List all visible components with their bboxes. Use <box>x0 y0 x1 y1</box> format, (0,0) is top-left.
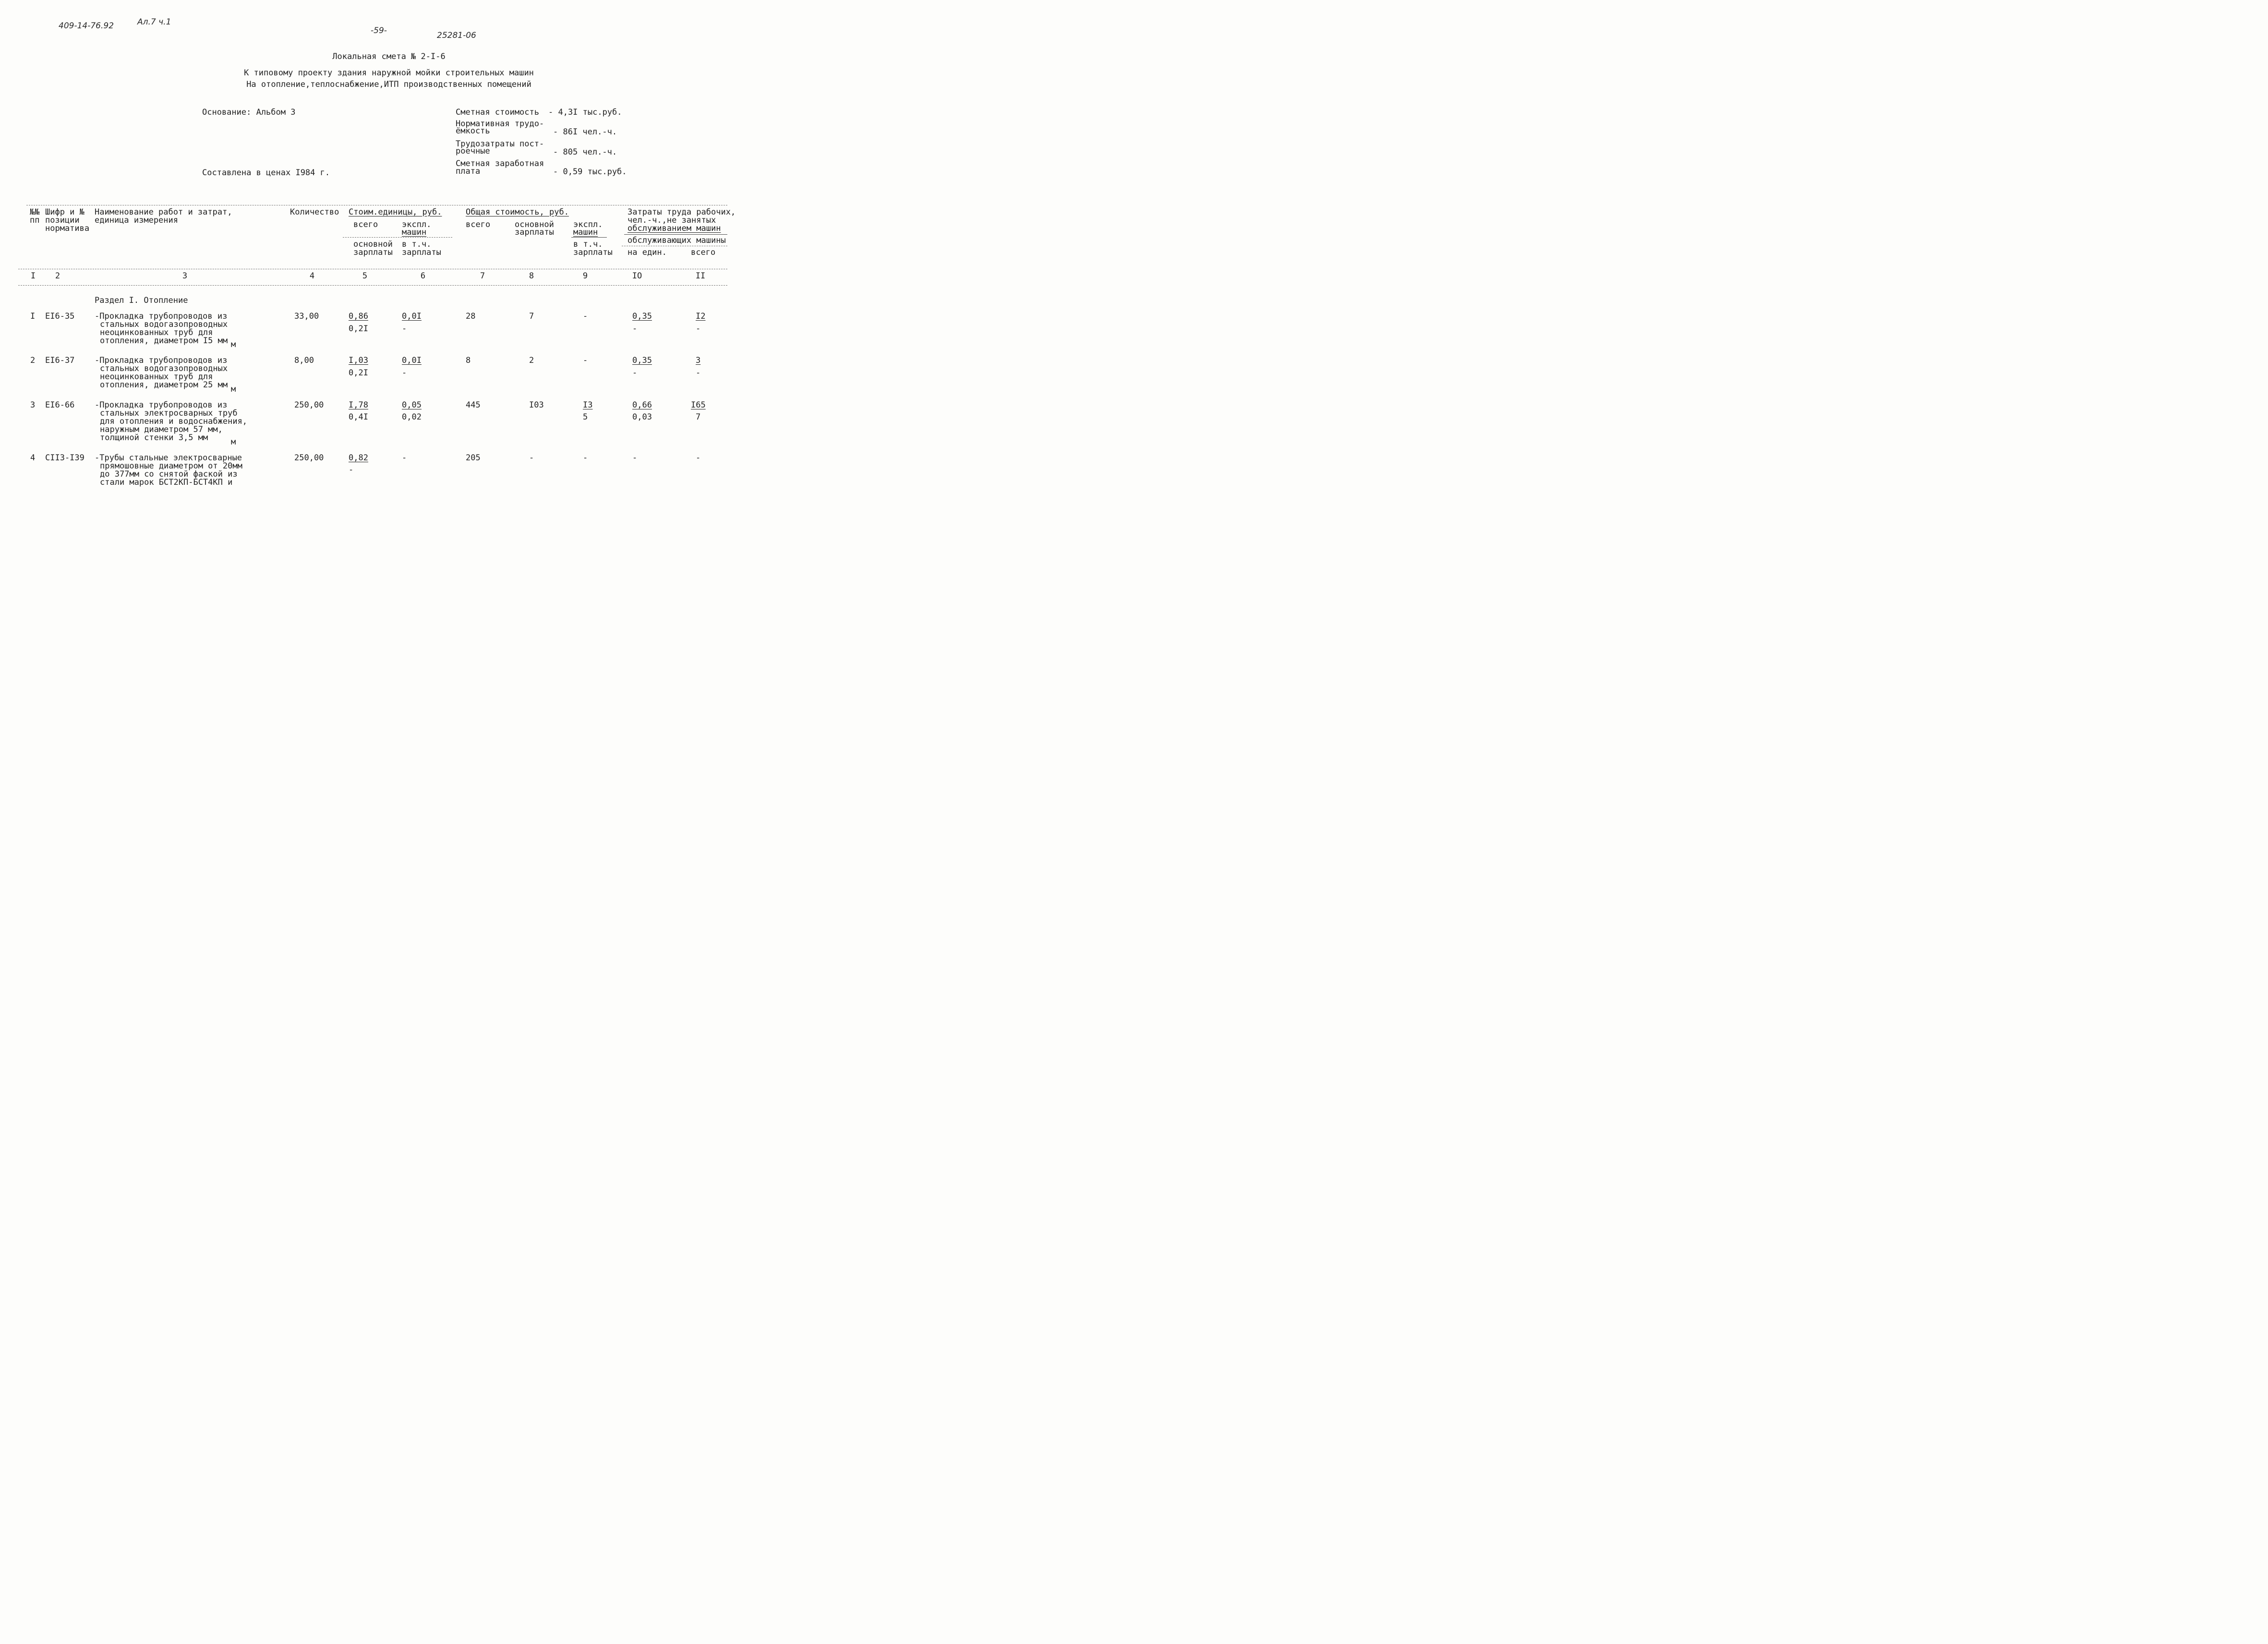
row-unit: м <box>231 384 236 394</box>
row-description: толщиной стенки 3,5 мм <box>100 433 208 443</box>
summary-label: Сметная стоимость <box>456 108 539 117</box>
row-unit-wage: 0,4I <box>349 412 368 422</box>
row-labor-total: I65 <box>691 400 706 410</box>
summary-value: - 0,59 тыс.руб. <box>553 167 627 177</box>
column-number: 9 <box>582 271 588 281</box>
unit-incl-wage-header: зарплаты <box>402 248 441 257</box>
total-machines-header: машин <box>573 228 598 237</box>
row-description: -Прокладка трубопроводов из <box>95 356 228 365</box>
row-code: EI6-66 <box>45 400 75 410</box>
doc-number: 25281-06 <box>437 31 476 40</box>
row-labor-total: - <box>696 453 701 463</box>
row-total-wage: I03 <box>529 400 544 410</box>
labor-group-header: чел.-ч.,не занятых <box>627 216 716 225</box>
row-description: прямошовные диаметром от 20мм <box>100 461 242 471</box>
total-header: всего <box>466 220 491 229</box>
row-unit-incl-wage: - <box>402 324 407 334</box>
page-number: -59- <box>371 26 387 36</box>
scope-line: На отопление,теплоснабжение,ИТП производственных помещений <box>246 80 531 89</box>
summary-value: - 86I чел.-ч. <box>553 127 617 137</box>
column-number: 4 <box>309 271 315 281</box>
summary-value: - 805 чел.-ч. <box>553 147 617 157</box>
row-quantity: 250,00 <box>294 453 324 463</box>
labor-group-header: Затраты труда рабочих, <box>627 207 736 217</box>
row-labor-per-unit: 0,35 <box>632 356 652 365</box>
row-description: до 377мм со снятой фаской из <box>100 469 238 479</box>
column-number: 6 <box>420 271 426 281</box>
row-labor-per-unit-machines: - <box>632 368 638 378</box>
column-number: 7 <box>480 271 485 281</box>
summary-value: - 4,3I тыс.руб. <box>548 108 622 117</box>
row-description: неоцинкованных труб для <box>100 328 213 337</box>
column-number: II <box>695 271 706 281</box>
left-code-stamp: 409-14-76.92 <box>59 21 114 31</box>
col-name-header: единица измерения <box>95 216 178 225</box>
labor-per-unit-header: на един. <box>627 248 667 257</box>
row-number: 2 <box>30 356 36 365</box>
row-unit-total: I,78 <box>349 400 368 410</box>
row-unit-machines: 0,0I <box>402 356 422 365</box>
labor-total-header: всего <box>691 248 716 257</box>
row-unit-wage: 0,2I <box>349 368 368 378</box>
row-labor-total: I2 <box>696 312 706 321</box>
row-description: наружным диаметром 57 мм, <box>100 425 223 434</box>
basis-label: Основание: Альбом 3 <box>202 108 296 117</box>
unit-incl-wage-header: в т.ч. <box>402 240 432 249</box>
row-unit-incl-wage: 0,02 <box>402 412 422 422</box>
labor-subrule <box>624 234 727 235</box>
row-total-machines: - <box>583 356 588 365</box>
row-description: отопления, диаметром 25 мм <box>100 380 228 390</box>
row-labor-per-unit: - <box>632 453 638 463</box>
column-number: I <box>30 271 36 281</box>
unit-cost-group-header: Стоим.единицы, руб. <box>349 207 442 217</box>
unit-total-header: всего <box>353 220 378 229</box>
col-code-header: норматива <box>45 224 90 233</box>
row-description: неоцинкованных труб для <box>100 372 213 382</box>
row-unit-wage: - <box>349 465 354 475</box>
row-quantity: 8,00 <box>294 356 314 365</box>
row-labor-per-unit-machines: - <box>632 324 638 334</box>
row-unit-machines: 0,0I <box>402 312 422 321</box>
row-description: -Трубы стальные электросварные <box>95 453 242 463</box>
row-number: 4 <box>30 453 36 463</box>
total-machines-header: экспл. <box>573 220 603 229</box>
unit-subrule <box>343 237 452 238</box>
row-total-machines: - <box>583 312 588 321</box>
column-number: 5 <box>362 271 368 281</box>
total-incl-wage-header: в т.ч. <box>573 240 603 249</box>
row-labor-per-unit: 0,66 <box>632 400 652 410</box>
unit-machines-header: экспл. <box>402 220 432 229</box>
labor-group-header: обслуживанием машин <box>627 224 721 233</box>
row-description: для отопления и водоснабжения, <box>100 417 248 426</box>
total-wage-header: зарплаты <box>515 228 554 237</box>
column-number: 3 <box>182 271 188 281</box>
album-stamp: Ал.7 ч.1 <box>137 17 171 27</box>
row-description: отопления, диаметром I5 мм <box>100 336 228 346</box>
summary-label: плата <box>456 167 481 176</box>
column-number: 8 <box>529 271 534 281</box>
row-total-incl-wage: 5 <box>583 412 588 422</box>
summary-label: Нормативная трудо- <box>456 119 544 129</box>
unit-wage-header: зарплаты <box>353 248 393 257</box>
col-num-header: пп <box>30 216 40 225</box>
total-incl-wage-header: зарплаты <box>573 248 613 257</box>
header-bottom-rule <box>18 285 727 286</box>
row-unit: м <box>231 437 236 447</box>
row-labor-per-unit: 0,35 <box>632 312 652 321</box>
row-total: 28 <box>466 312 476 321</box>
row-total-wage: - <box>529 453 534 463</box>
col-code-header: Шифр и № <box>45 207 84 217</box>
row-total: 8 <box>466 356 471 365</box>
row-quantity: 250,00 <box>294 400 324 410</box>
row-description: стали марок БСТ2КП-БСТ4КП и <box>100 478 233 487</box>
row-unit-machines: - <box>402 453 407 463</box>
summary-label: Трудозатраты пост- <box>456 139 544 149</box>
col-name-header: Наименование работ и затрат, <box>95 207 232 217</box>
row-number: 3 <box>30 400 36 410</box>
prices-label: Составлена в ценах I984 г. <box>202 168 330 178</box>
row-code: EI6-35 <box>45 312 75 321</box>
column-number: 2 <box>55 271 60 281</box>
row-code: EI6-37 <box>45 356 75 365</box>
summary-label: ёмкость <box>456 126 490 136</box>
col-num-header: №№ <box>30 207 40 217</box>
unit-wage-header: основной <box>353 240 393 249</box>
row-total-wage: 7 <box>529 312 534 321</box>
total-wage-header: основной <box>515 220 554 229</box>
row-description: стальных электросварных труб <box>100 408 238 418</box>
row-description: -Прокладка трубопроводов из <box>95 400 228 410</box>
col-qty-header: Количество <box>290 207 339 217</box>
project-line: К типовому проекту здания наружной мойки строительных машин <box>244 68 534 78</box>
total-cost-group-header: Общая стоимость, руб. <box>466 207 569 217</box>
row-quantity: 33,00 <box>294 312 319 321</box>
row-description: -Прокладка трубопроводов из <box>95 312 228 321</box>
row-labor-total-machines: - <box>696 368 701 378</box>
column-number: IO <box>632 271 642 281</box>
row-unit-wage: 0,2I <box>349 324 368 334</box>
row-labor-total-machines: 7 <box>696 412 701 422</box>
row-unit-total: 0,86 <box>349 312 368 321</box>
row-unit-total: I,03 <box>349 356 368 365</box>
unit-machines-header: машин <box>402 228 427 237</box>
row-description: стальных водогазопроводных <box>100 364 228 373</box>
section-heading: Раздел I. Отопление <box>95 296 188 305</box>
summary-label: роечные <box>456 146 490 156</box>
row-total: 445 <box>466 400 481 410</box>
col-code-header: позиции <box>45 216 80 225</box>
row-code: CII3-I39 <box>45 453 84 463</box>
row-number: I <box>30 312 36 321</box>
estimate-title: Локальная смета № 2-I-6 <box>332 52 446 61</box>
row-unit-incl-wage: - <box>402 368 407 378</box>
summary-label: Сметная заработная <box>456 159 544 168</box>
row-total-machines: I3 <box>583 400 593 410</box>
row-unit: м <box>231 340 236 349</box>
row-labor-per-unit-machines: 0,03 <box>632 412 652 422</box>
row-labor-total-machines: - <box>696 324 701 334</box>
row-labor-total: 3 <box>696 356 701 365</box>
row-total-machines: - <box>583 453 588 463</box>
row-total: 205 <box>466 453 481 463</box>
row-unit-total: 0,82 <box>349 453 368 463</box>
total-machines-subrule <box>571 237 607 238</box>
row-unit-machines: 0,05 <box>402 400 422 410</box>
row-total-wage: 2 <box>529 356 534 365</box>
labor-machines-header: обслуживающих машины <box>627 236 726 245</box>
row-description: стальных водогазопроводных <box>100 320 228 329</box>
